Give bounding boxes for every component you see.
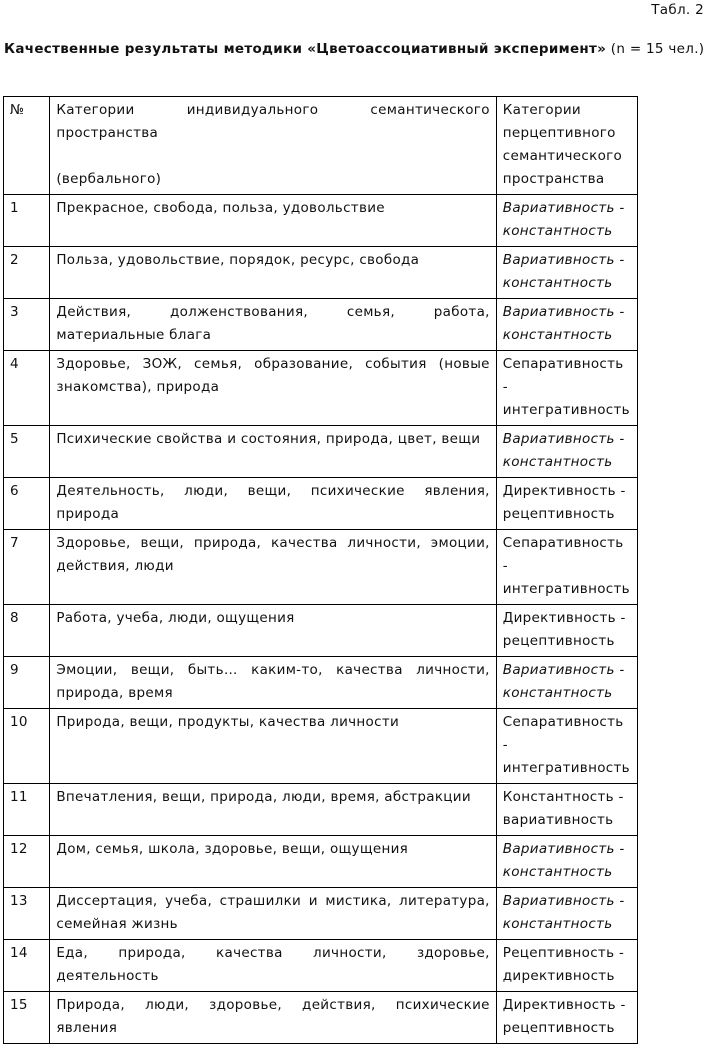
header-number: № bbox=[4, 97, 50, 195]
verbal-categories-cell: Здоровье, вещи, природа, качества личности, эмоции, действия, люди bbox=[50, 530, 496, 605]
verbal-categories-cell: Польза, удовольствие, порядок, ресурс, свобода bbox=[50, 247, 496, 299]
caption-sample-size: (n = 15 чел.) bbox=[606, 41, 705, 57]
row-number: 10 bbox=[4, 709, 50, 784]
verbal-categories-cell: Еда, природа, качества личности, здоровье, деятельность bbox=[50, 940, 496, 992]
perceptive-categories-cell: Директивность - рецептивность bbox=[496, 478, 637, 530]
table-row bbox=[4, 888, 638, 940]
row-number: 9 bbox=[4, 657, 50, 709]
table-row bbox=[4, 247, 638, 299]
row-number: 11 bbox=[4, 784, 50, 836]
verbal-categories-cell: Психические свойства и состояния, природа, цвет, вещи bbox=[50, 426, 496, 478]
table-header-row bbox=[4, 97, 638, 195]
perceptive-categories-cell: Сепаративность - интегративность bbox=[496, 530, 637, 605]
header-perceptive-categories: Категории перцептивного семантического пространства bbox=[496, 97, 637, 195]
table-row bbox=[4, 351, 638, 426]
perceptive-categories-cell: Константность - вариативность bbox=[496, 784, 637, 836]
perceptive-categories-cell: Вариативность - константность bbox=[496, 657, 637, 709]
perceptive-categories-cell: Вариативность - константность bbox=[496, 195, 637, 247]
table-row bbox=[4, 992, 638, 1044]
row-number: 7 bbox=[4, 530, 50, 605]
verbal-categories-cell: Природа, вещи, продукты, качества личности bbox=[50, 709, 496, 784]
table-row bbox=[4, 478, 638, 530]
row-number: 15 bbox=[4, 992, 50, 1044]
table-row bbox=[4, 709, 638, 784]
header-verbal-categories bbox=[50, 97, 496, 195]
row-number: 6 bbox=[4, 478, 50, 530]
verbal-categories-cell: Дом, семья, школа, здоровье, вещи, ощущения bbox=[50, 836, 496, 888]
perceptive-categories-cell: Вариативность - константность bbox=[496, 299, 637, 351]
table-row bbox=[4, 784, 638, 836]
header-verbal-line2: (вербального) bbox=[56, 171, 162, 187]
perceptive-categories-cell: Вариативность - константность bbox=[496, 888, 637, 940]
perceptive-categories-cell: Директивность - рецептивность bbox=[496, 605, 637, 657]
row-number: 14 bbox=[4, 940, 50, 992]
verbal-categories-cell: Прекрасное, свобода, польза, удовольствие bbox=[50, 195, 496, 247]
perceptive-categories-cell: Сепаративность - интегративность bbox=[496, 351, 637, 426]
table-row bbox=[4, 605, 638, 657]
table-row bbox=[4, 940, 638, 992]
perceptive-categories-cell: Вариативность - константность bbox=[496, 426, 637, 478]
row-number: 2 bbox=[4, 247, 50, 299]
perceptive-categories-cell: Вариативность - константность bbox=[496, 836, 637, 888]
verbal-categories-cell: Впечатления, вещи, природа, люди, время, абстракции bbox=[50, 784, 496, 836]
table-row bbox=[4, 836, 638, 888]
results-table bbox=[3, 96, 638, 1044]
row-number: 1 bbox=[4, 195, 50, 247]
table-row bbox=[4, 530, 638, 605]
verbal-categories-cell: Работа, учеба, люди, ощущения bbox=[50, 605, 496, 657]
row-number: 3 bbox=[4, 299, 50, 351]
table-row bbox=[4, 657, 638, 709]
row-number: 13 bbox=[4, 888, 50, 940]
table-row bbox=[4, 195, 638, 247]
verbal-categories-cell: Здоровье, ЗОЖ, семья, образование, события (новые знакомства), природа bbox=[50, 351, 496, 426]
verbal-categories-cell: Действия, долженствования, семья, работа, материальные блага bbox=[50, 299, 496, 351]
perceptive-categories-cell: Сепаративность - интегративность bbox=[496, 709, 637, 784]
verbal-categories-cell: Природа, люди, здоровье, действия, психические явления bbox=[50, 992, 496, 1044]
verbal-categories-cell: Диссертация, учеба, страшилки и мистика, литература, семейная жизнь bbox=[50, 888, 496, 940]
row-number: 12 bbox=[4, 836, 50, 888]
table-number-label: Табл. 2 bbox=[651, 2, 704, 18]
verbal-categories-cell: Эмоции, вещи, быть… каким-то, качества личности, природа, время bbox=[50, 657, 496, 709]
table-row bbox=[4, 426, 638, 478]
row-number: 5 bbox=[4, 426, 50, 478]
caption-title: Качественные результаты методики «Цветоассоциативный эксперимент» bbox=[4, 41, 607, 57]
row-number: 8 bbox=[4, 605, 50, 657]
table-caption bbox=[4, 38, 708, 61]
table-row bbox=[4, 299, 638, 351]
row-number: 4 bbox=[4, 351, 50, 426]
perceptive-categories-cell: Рецептивность - директивность bbox=[496, 940, 637, 992]
perceptive-categories-cell: Директивность - рецептивность bbox=[496, 992, 637, 1044]
header-verbal-line1: Категории индивидуального семантического пространства bbox=[56, 102, 490, 141]
verbal-categories-cell: Деятельность, люди, вещи, психические явления, природа bbox=[50, 478, 496, 530]
perceptive-categories-cell: Вариативность - константность bbox=[496, 247, 637, 299]
